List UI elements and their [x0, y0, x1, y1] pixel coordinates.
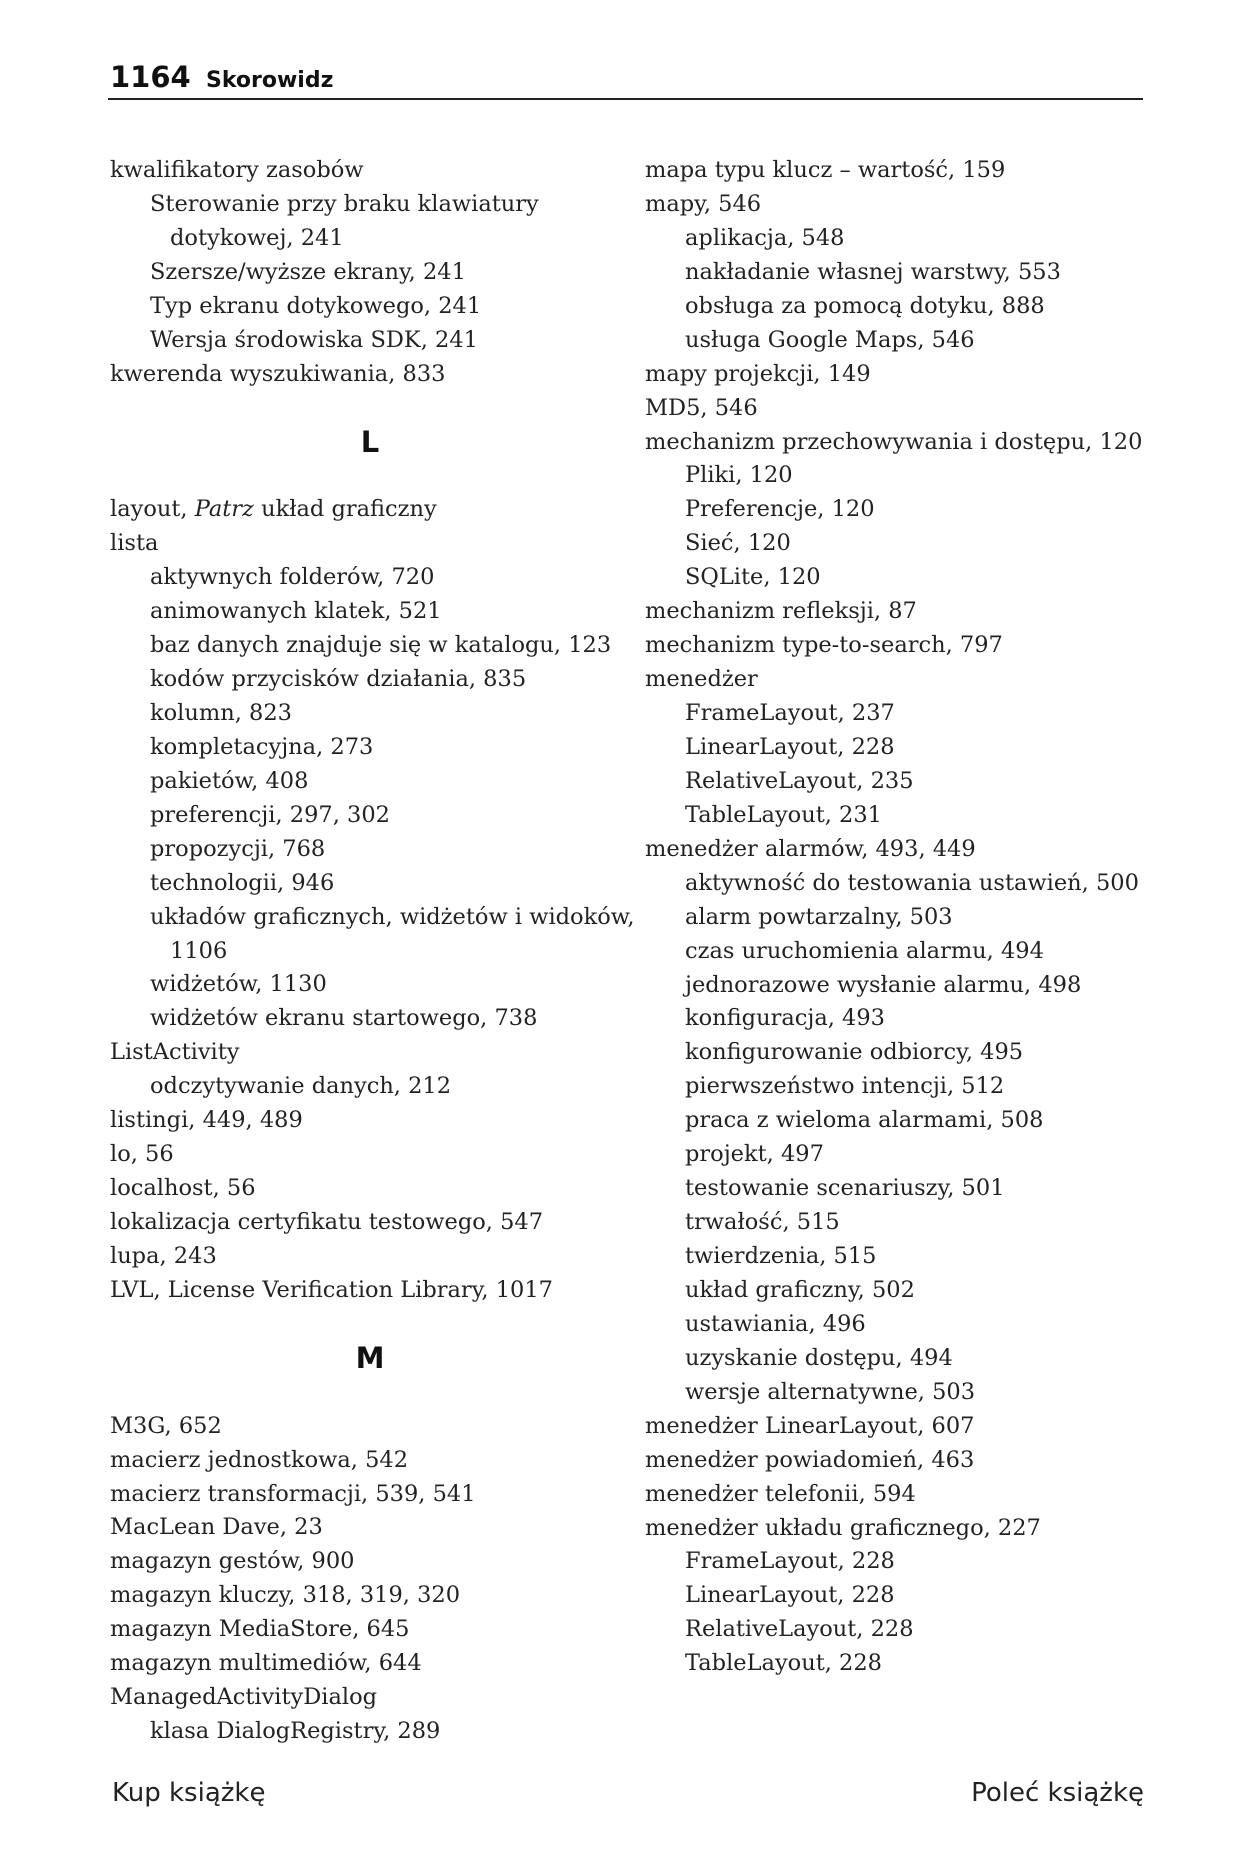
index-entry: lo, 56 [110, 1141, 174, 1168]
index-entry: magazyn MediaStore, 645 [110, 1616, 410, 1643]
index-column-left [110, 154, 635, 1749]
index-entry: mechanizm przechowywania i dostępu, 120 [645, 428, 1143, 455]
index-entry: mechanizm refleksji, 87 [645, 598, 917, 625]
index-entry: mapy projekcji, 149 [645, 360, 871, 387]
index-subentry: RelativeLayout, 235 [685, 767, 914, 794]
index-subentry: układ graficzny, 502 [685, 1276, 915, 1303]
index-see-reference: Patrz [194, 496, 254, 523]
index-subentry: kolumn, 823 [150, 699, 292, 726]
index-subentry: technologii, 946 [150, 869, 335, 896]
index-entry: menedżer [645, 666, 758, 693]
index-entry: ListActivity [110, 1039, 240, 1066]
index-subentry: trwałość, 515 [685, 1209, 840, 1236]
running-title: Skorowidz [206, 68, 334, 93]
index-entry: listingi, 449, 489 [110, 1107, 303, 1134]
index-subentry: SQLite, 120 [685, 564, 821, 591]
index-subentry: konfigurowanie odbiorcy, 495 [685, 1039, 1024, 1066]
index-subentry: baz danych znajduje się w katalogu, 123 [150, 632, 612, 659]
index-subentry: usługa Google Maps, 546 [685, 326, 975, 353]
index-subentry: czas uruchomienia alarmu, 494 [685, 937, 1044, 964]
index-subentry: uzyskanie dostępu, 494 [685, 1344, 953, 1371]
index-subentry: alarm powtarzalny, 503 [685, 903, 953, 930]
index-subentry: FrameLayout, 237 [685, 700, 895, 726]
index-subentry: klasa DialogRegistry, 289 [150, 1718, 441, 1745]
index-subentry: widżetów, 1130 [150, 971, 327, 998]
index-entry: MD5, 546 [645, 394, 758, 421]
index-entry: menedżer telefonii, 594 [645, 1480, 916, 1507]
index-subentry: konfiguracja, 493 [685, 1005, 885, 1032]
index-entry: lupa, 243 [110, 1242, 217, 1269]
index-entry: lokalizacja certyfikatu testowego, 547 [110, 1209, 544, 1236]
index-entry: M3G, 652 [110, 1412, 222, 1439]
index-entry: menedżer LinearLayout, 607 [645, 1412, 975, 1439]
index-subentry: wersje alternatywne, 503 [685, 1378, 976, 1405]
index-subentry: aktywność do testowania ustawień, 500 [685, 869, 1139, 896]
index-entry: menedżer układu graficznego, 227 [645, 1514, 1041, 1541]
index-subentry: praca z wieloma alarmami, 508 [685, 1107, 1044, 1134]
index-entry-continuation: dotykowej, 241 [170, 224, 344, 251]
index-entry: kwalifikatory zasobów [110, 157, 364, 183]
index-entry: lista [110, 530, 159, 557]
index-entry-term: layout, [110, 496, 195, 523]
index-subentry: Sterowanie przy braku klawiatury [150, 190, 539, 217]
index-see-target: układ graficzny [253, 496, 437, 523]
index-entry: localhost, 56 [110, 1175, 256, 1202]
index-entry: mapy, 546 [645, 190, 762, 217]
index-entry: mechanizm type-to-search, 797 [645, 632, 1003, 659]
index-entry: magazyn gestów, 900 [110, 1548, 355, 1575]
index-subentry: Wersja środowiska SDK, 241 [150, 326, 478, 353]
index-letter-heading: L [360, 424, 380, 459]
index-subentry: obsługa za pomocą dotyku, 888 [685, 292, 1045, 319]
index-subentry: propozycji, 768 [150, 835, 326, 862]
index-subentry: FrameLayout, 228 [685, 1548, 895, 1575]
index-subentry: aplikacja, 548 [685, 224, 845, 251]
index-letter-heading: M [355, 1340, 385, 1375]
index-entry: ManagedActivityDialog [110, 1684, 378, 1711]
index-subentry: TableLayout, 228 [685, 1650, 882, 1677]
index-entry [110, 493, 630, 527]
index-subentry: RelativeLayout, 228 [685, 1616, 914, 1643]
index-column-right [645, 154, 1145, 1681]
index-subentry: nakładanie własnej warstwy, 553 [685, 258, 1061, 285]
index-entry: menedżer alarmów, 493, 449 [645, 835, 976, 862]
index-entry: magazyn multimediów, 644 [110, 1650, 422, 1677]
index-entry: magazyn kluczy, 318, 319, 320 [110, 1582, 461, 1609]
index-subentry: kompletacyjna, 273 [150, 733, 374, 760]
index-subentry: LinearLayout, 228 [685, 1582, 895, 1609]
index-subentry: Sieć, 120 [685, 530, 791, 557]
page-number: 1164 [110, 60, 191, 94]
index-entry: macierz transformacji, 539, 541 [110, 1480, 476, 1507]
index-subentry: jednorazowe wysłanie alarmu, 498 [685, 971, 1082, 998]
index-subentry: pierwszeństwo intencji, 512 [685, 1073, 1005, 1100]
index-entry-continuation: 1106 [170, 937, 228, 964]
index-subentry: Pliki, 120 [685, 462, 793, 489]
index-subentry: kodów przycisków działania, 835 [150, 666, 527, 693]
index-subentry: układów graficznych, widżetów i widoków, [150, 903, 635, 930]
index-subentry: ustawiania, 496 [685, 1310, 866, 1337]
index-entry: MacLean Dave, 23 [110, 1514, 323, 1541]
recommend-book-link[interactable]: Poleć książkę [971, 1778, 1144, 1808]
page-header [108, 56, 1143, 100]
index-entry: kwerenda wyszukiwania, 833 [110, 360, 446, 387]
index-entry: menedżer powiadomień, 463 [645, 1446, 975, 1473]
index-subentry: Preferencje, 120 [685, 496, 875, 523]
index-subentry: projekt, 497 [685, 1141, 824, 1168]
index-subentry: TableLayout, 231 [685, 801, 882, 828]
index-entry: mapa typu klucz – wartość, 159 [645, 157, 1006, 183]
index-subentry: animowanych klatek, 521 [150, 598, 442, 625]
index-subentry: odczytywanie danych, 212 [150, 1073, 452, 1100]
index-subentry: testowanie scenariuszy, 501 [685, 1175, 1005, 1202]
index-subentry: LinearLayout, 228 [685, 733, 895, 760]
index-subentry: pakietów, 408 [150, 767, 309, 794]
index-subentry: aktywnych folderów, 720 [150, 564, 435, 591]
index-subentry: Szersze/wyższe ekrany, 241 [150, 258, 466, 285]
index-entry: LVL, License Verification Library, 1017 [110, 1276, 553, 1303]
index-subentry: widżetów ekranu startowego, 738 [150, 1005, 538, 1032]
index-subentry: preferencji, 297, 302 [150, 801, 390, 828]
buy-book-link[interactable]: Kup książkę [112, 1778, 266, 1808]
index-subentry: Typ ekranu dotykowego, 241 [150, 292, 482, 319]
index-subentry: twierdzenia, 515 [685, 1243, 877, 1269]
index-entry: macierz jednostkowa, 542 [110, 1446, 409, 1473]
